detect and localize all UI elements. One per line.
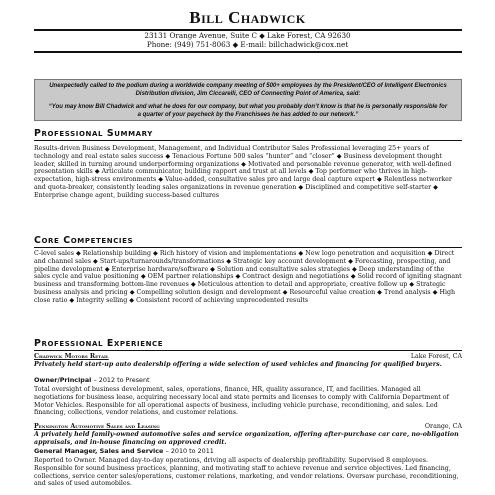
testimonial-intro: Unexpectedly called to the podium during a worldwide company meeting of 500+ employees by the President/CEO of Intelligent Electronics Distribution division, Jim Ciccarelli, CEO of Connecting Point of America, said: [49,83,447,97]
job-title [34,447,462,455]
testimonial-quote: “You may know Bill Chadwick and what he does for our company, but what you probably don’t know is that he is personally responsible for a quarter of your paycheck by the Franchisees he has added to our network.” [48,104,448,118]
competencies-text: C-level sales ◆ Relationship building ◆ Rich history of vision and implementations ◆ New logo penetration and acquisition ◆ Direct and channel sales ◆ Start-ups/turnarounds/transformations ◆ Strategic key account development ◆ Forecasting, prospecting, and pipeline development ◆ Enterprise hardware/software ◆ Solution and consultative sales strategies ◆ Deep understanding of the sales cycle and value positioning ◆ OEM partner relationships ◆ Contract design and negotiations ◆ Solid record of igniting stagnant business and transforming bottom-line revenues ◆ Meticulous attention to detail and appropriate, creative follow up ◆ Strategic business analysis and pricing ◆ Compelling solution design and development ◆ Resourceful value creation ◆ Trend analysis ◆ High close ratio ◆ Integrity selling ◆ Consistent record of achieving unprecedented results [34,250,462,304]
candidate-name: Bill Chadwick [189,8,306,27]
company-description: A privately held family-owned automotive sales and service organization, offering after-purchase car care, no-obligation appraisals, and in-house financing on approved credit. [34,431,459,446]
company-description: Privately held start-up auto dealership offering a wide selection of used vehicles and financing for qualified buyers. [34,361,442,368]
testimonial-box [34,79,462,121]
summary-text: Results-driven Business Development, Management, and Individual Contributor Sales Professional leveraging 25+ years of technology and real estate sales success ◆ Tenacious Fortune 500 sales “hunter” and “closer” ◆ Business development thought leader, skilled in turning around underperforming organizations ◆ Motivated and personable revenue generator, with well-defined presentation skills ◆ Articulate communicator, building rapport and trust at all levels ◆ Top performer who thrives in high-expectation, high-stress environments ◆ Value-added, consultative sales pro and large deal capture expert ◆ Relentless networker and quota-breaker, consistently leading sales organizations in revenue generation ◆ Disciplined and competitive self-starter ◆ Enterprise change agent, building success-based cultures [34,145,452,199]
role-dates: – 2010 to 2011 [165,447,214,455]
company-name: Chadwick Motors Retail [34,353,109,360]
job-header-2 [34,423,462,431]
job-details: Reported to Owner. Managed day-to-day operations, driving all aspects of dealership profitability. Supervised 8 employees. Responsible for sound business practices, planning, and motivating staff to achieve revenue and service objectives. Led financing, collections, service center sales/operations, customer relations, marketing, and vendor relations. Oversaw purchase, reconditioning, and sales of used automobiles. [34,457,459,488]
address-line: 23131 Orange Avenue, Suite C ◆ Lake Forest, CA 92630 [144,31,351,40]
job-title [34,376,462,384]
company-location: Lake Forest, CA [410,353,462,360]
competencies-heading: Core Competencies [34,235,462,248]
job-details: Total oversight of business development, sales, operations, finance, HR, quality assurance, IT, and facilities. Managed all negotiations for business lease, acquiring necessary local and state permits and licenses to comply with California Department of Motor Vehicles. Responsible for all operational aspects of business, including vehicle purchase, reconditioning, and sales. Led financing, collections, vendor relations, and customer relations. [34,386,449,417]
job-header-1 [34,353,462,361]
company-location: Orange, CA [424,423,462,430]
summary-heading: Professional Summary [34,128,462,141]
role-name: Owner/Principal [34,376,92,384]
role-dates: – 2012 to Present [93,376,150,384]
role-name: General Manager, Sales and Service [34,447,164,455]
header-rule-bottom [34,51,462,53]
experience-heading: Professional Experience [34,338,462,351]
company-name: Pennington Automotive Sales and Leasing [34,423,160,430]
contact-line: Phone: (949) 751-8063 ◆ E-mail: billchadwick@cox.net [146,40,349,49]
